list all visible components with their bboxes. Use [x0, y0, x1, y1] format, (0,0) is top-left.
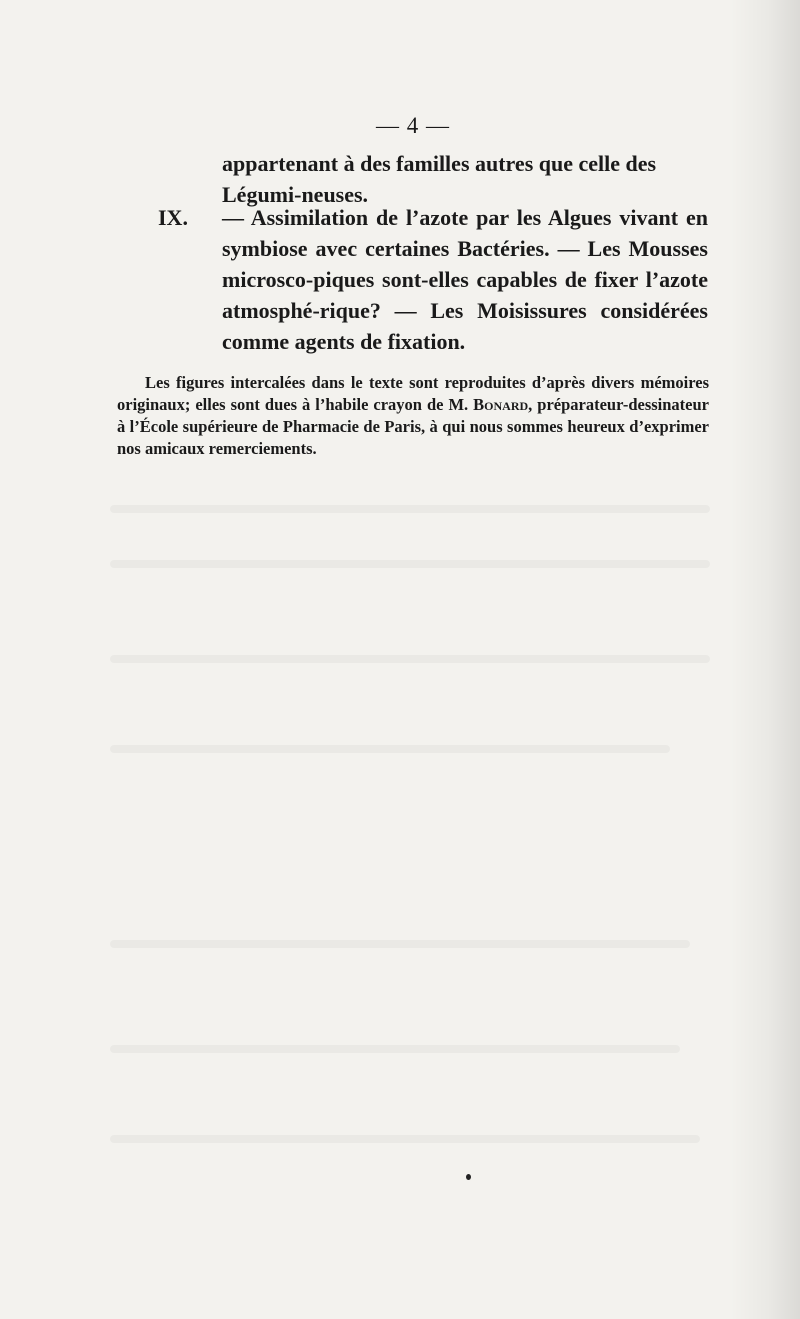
figures-credit-note [117, 372, 709, 460]
illustrator-name: Bonard [473, 395, 529, 414]
bleed-through-line [110, 1135, 700, 1143]
bleed-through-line [110, 655, 710, 663]
entry-number: IX. [158, 205, 188, 230]
bleed-through-line [110, 505, 710, 513]
note-text-before: Les figures intercalées dans le texte sont reproduites d’après divers mémoires originaux; elles sont dues à l’habile crayon de M. [117, 373, 709, 414]
bleed-through-line [110, 1045, 680, 1053]
entry-text: — Assimilation de l’azote par les Algues vivant en symbiose avec certaines Bactéries. — Les Mousses microsco-piques sont-elles capables de fixer l’azote atmosphé-rique? — Les Moisissures considérées comme agents de fixation. [222, 205, 708, 354]
page-number: — 4 — [376, 113, 450, 138]
ink-speck [466, 1174, 471, 1180]
page-edge-shadow [730, 0, 800, 1319]
entry-ix [158, 202, 708, 357]
bleed-through-line [110, 940, 690, 948]
bleed-through-line [110, 745, 670, 753]
continued-entry-text: appartenant à des familles autres que celle des Légumi-neuses. [222, 151, 657, 207]
note-text-after: , préparateur-dessinateur à l’École supérieure de Pharmacie de Paris, à qui nous sommes heureux d’exprimer nos amicaux remerciements. [117, 395, 709, 458]
bleed-through-line [110, 560, 710, 568]
